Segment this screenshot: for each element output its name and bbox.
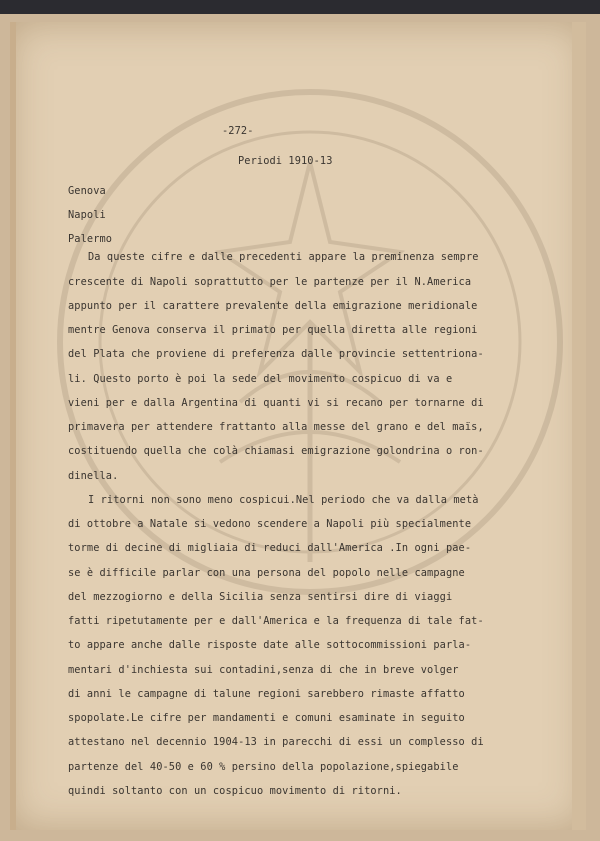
- body-line: attestano nel decennio 1904-13 in parecchi di essi un complesso di: [68, 736, 484, 748]
- city-label: Genova: [68, 185, 106, 197]
- body-line: costituendo quella che colà chiamasi emigrazione golondrina o ron-: [68, 445, 484, 457]
- body-line: torme di decine di migliaia di reduci dall'America .In ogni pae-: [68, 542, 472, 554]
- body-line: di anni le campagne di talune regioni sarebbero rimaste affatto: [68, 688, 465, 700]
- city-label: Palermo: [68, 233, 113, 245]
- body-line: partenze del 40-50 e 60 % persino della popolazione,spiegabile: [68, 761, 459, 773]
- body-line: to appare anche dalle risposte date alle sottocommissioni parla-: [68, 639, 472, 651]
- body-line: spopolate.Le cifre per mandamenti e comuni esaminate in seguito: [68, 712, 465, 724]
- body-line: Da queste cifre e dalle precedenti appare la preminenza sempre: [88, 251, 479, 263]
- body-line: mentre Genova conserva il primato per quella diretta alle regioni: [68, 324, 478, 336]
- body-line: del mezzogiorno e della Sicilia senza sentirsi dire di viaggi: [68, 591, 453, 603]
- page-right-edge: [572, 22, 586, 830]
- body-line: I ritorni non sono meno cospicui.Nel periodo che va dalla metà: [88, 494, 479, 506]
- body-line: crescente di Napoli soprattutto per le partenze per il N.America: [68, 276, 472, 288]
- body-line: quindi soltanto con un cospicuo movimento di ritorni.: [68, 785, 402, 797]
- body-line: di ottobre a Natale si vedono scendere a Napoli più specialmente: [68, 518, 472, 530]
- body-line: dinella.: [68, 470, 119, 482]
- page-number: -272-: [222, 125, 254, 137]
- period-heading: Periodi 1910-13: [238, 155, 333, 167]
- body-line: del Plata che proviene di preferenza dalle provincie settentriona-: [68, 348, 484, 360]
- body-line: primavera per attendere frattanto alla messe del grano e del maïs,: [68, 421, 484, 433]
- body-line: se è difficile parlar con una persona del popolo nelle campagne: [68, 567, 465, 579]
- page-left-edge: [10, 22, 16, 830]
- body-line: vieni per e dalla Argentina di quanti vi si recano per tornarne di: [68, 397, 484, 409]
- body-line: fatti ripetutamente per e dall'America e la frequenza di tale fat-: [68, 615, 484, 627]
- document-page: [10, 22, 586, 830]
- city-label: Napoli: [68, 209, 106, 221]
- body-line: appunto per il carattere prevalente della emigrazione meridionale: [68, 300, 478, 312]
- body-line: mentari d'inchiesta sui contadini,senza di che in breve volger: [68, 664, 459, 676]
- body-line: li. Questo porto è poi la sede del movimento cospicuo di va e: [68, 373, 453, 385]
